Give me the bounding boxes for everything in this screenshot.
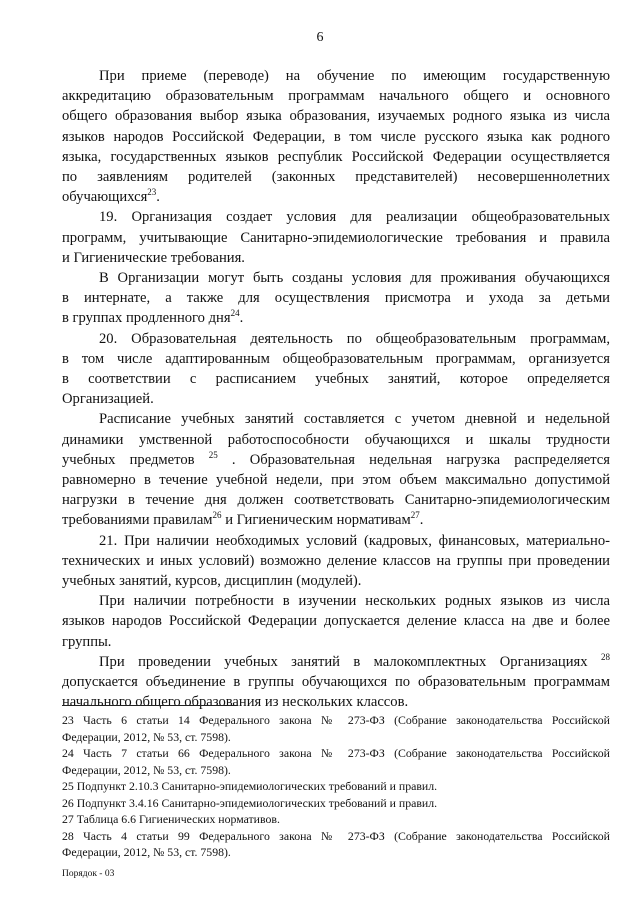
text-line: языков народов Российской Федерации, в том числе русского языка как родного [62,128,610,145]
paragraph-schedule [62,409,610,530]
paragraph-21 [62,531,610,592]
footnote-ref: 27 [410,510,420,521]
text-line: аккредитацию образовательным программам начального общего и основного [62,88,610,105]
text-line: Организацией. [62,391,154,408]
paragraph-20 [62,329,610,410]
footnote-ref: 28 [600,652,610,663]
page-number: 6 [316,30,324,45]
text-fragment: обучающихся [62,189,148,206]
paragraph-small-schools [62,652,610,713]
footnote-line: 23 Часть 6 статьи 14 Федерального закона № 273-ФЗ (Собрание законодательства Российской [62,713,610,727]
text-line: языков народов Российской Федерации допускается деление класса на две и более [62,613,610,630]
text-line: При наличии потребности в изучении нескольких родных языков из числа [99,593,610,610]
text-line [62,187,610,207]
text-line: В Организации могут быть созданы условия для проживания обучающихся [99,270,610,287]
footnote-line: 27 Таблица 6.6 Гигиенических нормативов. [62,812,280,826]
footnote-line: Федерации, 2012, № 53, ст. 7598). [62,762,231,777]
text-line: технических и иных условий) возможно деление классов на группы при проведении [62,552,610,569]
paragraph-19 [62,207,610,268]
footnote-ref: 26 [212,510,222,521]
footnote-line: 24 Часть 7 статьи 66 Федерального закона № 273-ФЗ (Собрание законодательства Российской [62,746,610,760]
text-line: 19. Организация создает условия для реализации общеобразовательных [99,209,610,226]
footnotes [62,712,610,861]
footnote-28 [62,828,610,861]
footnote-line: 26 Подпункт 3.4.16 Санитарно-эпидемиологических требований и правил. [62,795,438,810]
paragraph-native-languages [62,591,610,652]
text-fragment: . Образовательная недельная нагрузка распределяется [231,451,610,468]
text-line: в интернате, а также для осуществления присмотра и ухода за детьми [62,290,610,307]
page-footer: Порядок - 03 [62,869,115,879]
text-line [62,308,610,328]
text-line: в соответствии с расписанием учебных занятий, которое определяется [62,371,610,388]
text-line: программ, учитывающие Санитарно-эпидемиологические требования и правила [62,229,610,246]
footnote-line: 28 Часть 4 статьи 99 Федерального закона № 273-ФЗ (Собрание законодательства Российской [62,828,610,843]
text-fragment: требованиями правилам [62,512,213,529]
text-line: 20. Образовательная деятельность по общеобразовательным программам, [99,330,610,347]
footnote-line: Федерации, 2012, № 53, ст. 7598). [62,845,231,859]
text-fragment: . [239,310,244,327]
footnote-ref: 25 [208,450,218,460]
text-line: общего образования выбор языка образования, изучаемых родного языка из числа [62,108,610,125]
text-fragment: . [419,512,424,529]
text-line: нагрузки в течение дня должен соответствовать Санитарно-эпидемиологическим [62,492,610,509]
text-line: и Гигиенические требования. [62,249,245,266]
footnote-26 [62,795,610,812]
footnote-25 [62,778,610,795]
text-fragment: учебных предметов [62,451,195,468]
text-line [62,450,610,470]
text-line [62,652,610,672]
text-line: группы. [62,633,112,650]
footnote-ref: 23 [147,187,157,198]
text-fragment: и Гигиеническим нормативам [221,512,411,529]
footnote-27 [62,811,610,828]
text-line: языка, государственных языков республик Российской Федерации осуществляется [62,148,610,165]
text-line: допускается объединение в группы обучающихся по образовательным программам [62,674,610,691]
text-line: начального общего образования из нескольких классов. [62,694,409,711]
text-line: 21. При наличии необходимых условий (кадровых, финансовых, материально- [99,532,610,549]
footnote-24 [62,745,610,778]
text-fragment: При проведении учебных занятий в малокомплектных Организациях [99,653,588,670]
document-body [62,66,610,713]
footnote-ref: 24 [230,308,240,319]
text-line: учебных занятий, курсов, дисциплин (модулей). [62,573,362,590]
footnote-23 [62,712,610,745]
footnote-line: Федерации, 2012, № 53, ст. 7598). [62,729,231,744]
footnote-separator [62,705,237,706]
text-line: по заявлениям родителей (законных представителей) несовершеннолетних [62,169,610,186]
text-line: При приеме (переводе) на обучение по имеющим государственную [99,68,610,84]
paragraph-admission-language [62,66,610,207]
text-line: равномерно в течение учебной недели, при этом объем максимально допустимой [62,472,610,489]
paragraph-boarding [62,268,610,329]
text-line: Расписание учебных занятий составляется с учетом дневной и недельной [99,411,610,428]
text-line [62,510,610,530]
text-fragment: . [156,189,160,206]
text-line: динамики умственной работоспособности обучающихся и шкалы трудности [62,431,610,448]
text-line: в том числе адаптированным общеобразовательным программам, организуется [62,350,610,367]
text-fragment: в группах продленного дня [62,310,231,327]
footnote-line: 25 Подпункт 2.10.3 Санитарно-эпидемиологических требований и правил. [62,779,438,793]
